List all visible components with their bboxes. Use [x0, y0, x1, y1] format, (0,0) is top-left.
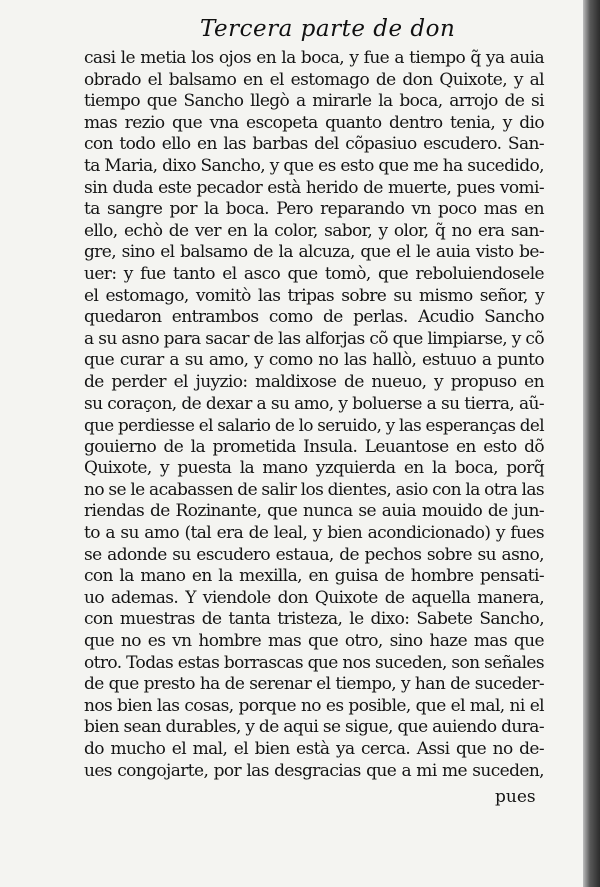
text-line: quedaron entrambos como de perlas. Acudio Sancho — [84, 307, 544, 328]
text-line: ello, echò de ver en la color, sabor, y olor, q̃ no era san- — [84, 220, 544, 241]
text-line: uo ademas. Y viendole don Quixote de aquella manera, — [84, 587, 544, 608]
text-line: de perder el juyzio: maldixose de nueuo, y propuso en — [84, 371, 544, 392]
text-line: el estomago, vomitò las tripas sobre su mismo señor, y — [84, 285, 544, 306]
page-edge-shadow — [583, 0, 600, 887]
catchword: pues — [495, 787, 536, 807]
running-head: Tercera parte de don — [200, 16, 456, 42]
text-line: ues congojarte, por las desgracias que a mi me suceden, — [84, 760, 544, 781]
text-line: uer: y fue tanto el asco que tomò, que reboluiendosele — [84, 263, 544, 284]
text-line: gouierno de la prometida Insula. Leuantose en esto dõ — [84, 436, 544, 457]
text-line: que no es vn hombre mas que otro, sino haze mas que — [84, 631, 544, 652]
text-line: con todo ello en las barbas del cõpasiuo escudero. San- — [84, 134, 544, 155]
text-line: do mucho el mal, el bien està ya cerca. Assi que no de- — [84, 739, 544, 759]
text-line: nos bien las cosas, porque no es posible, que el mal, ni el — [84, 695, 544, 716]
text-line: to a su amo (tal era de leal, y bien acondicionado) y fues — [84, 523, 544, 544]
text-line: casi le metia los ojos en la boca, y fue a tiempo q̃ ya auia — [84, 48, 544, 68]
text-line: tiempo que Sancho llegò a mirarle la boca, arrojo de si — [84, 91, 544, 112]
body-text — [84, 48, 544, 782]
text-line: ta Maria, dixo Sancho, y que es esto que me ha sucedido, — [84, 155, 544, 176]
text-line: riendas de Rozinante, que nunca se auia mouido de jun- — [84, 501, 544, 522]
text-line: a su asno para sacar de las alforjas cõ que limpiarse, y cõ — [84, 328, 544, 349]
text-line: con la mano en la mexilla, en guisa de hombre pensati- — [84, 566, 544, 587]
text-line: mas rezio que vna escopeta quanto dentro tenia, y dio — [84, 112, 544, 133]
text-line: ta sangre por la boca. Pero reparando vn poco mas en — [84, 199, 544, 220]
text-line: obrado el balsamo en el estomago de don Quixote, y al — [84, 69, 544, 90]
text-line: sin duda este pecador està herido de muerte, pues vomi- — [84, 177, 544, 198]
text-line: Quixote, y puesta la mano yzquierda en la boca, porq̃ — [84, 458, 544, 479]
text-line: con muestras de tanta tristeza, le dixo: Sabete Sancho, — [84, 609, 544, 630]
text-line: gre, sino el balsamo de la alcuza, que el le auia visto be- — [84, 242, 544, 263]
text-line: que perdiesse el salario de lo seruido, y las esperanças del — [84, 415, 544, 436]
text-line: su coraçon, de dexar a su amo, y boluerse a su tierra, aũ- — [84, 393, 544, 414]
text-line: que curar a su amo, y como no las hallò, estuuo a punto — [84, 350, 544, 371]
text-line: bien sean durables, y de aqui se sigue, que auiendo dura- — [84, 717, 544, 738]
text-line: se adonde su escudero estaua, de pechos sobre su asno, — [84, 544, 544, 565]
text-line: no se le acabassen de salir los dientes, asio con la otra las — [84, 479, 544, 500]
text-line: de que presto ha de serenar el tiempo, y han de suceder- — [84, 674, 544, 695]
text-line: otro. Todas estas borrascas que nos suceden, son señales — [84, 652, 544, 673]
